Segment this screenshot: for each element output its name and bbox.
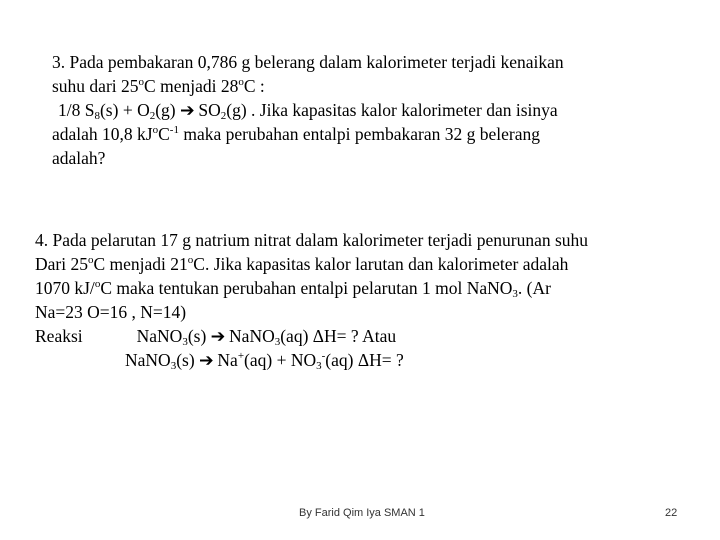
page-number: 22 — [665, 507, 678, 519]
question-3 — [52, 50, 564, 170]
q3-text: C : — [243, 76, 265, 96]
q4-text: 4. Pada pelarutan 17 g natrium nitrat dalam kalorimeter terjadi penurunan suhu — [35, 230, 589, 250]
subscript: 3 — [170, 360, 177, 372]
q3-text: (g) . Jika kapasitas kalor kalorimeter dan isinya — [226, 100, 558, 120]
reaction-arrow-icon: ➔ — [210, 326, 226, 346]
superscript: + — [237, 350, 245, 362]
q4-line-3 — [35, 276, 588, 300]
degree-symbol: o — [238, 76, 244, 88]
q4-text: C menjadi 21 — [93, 254, 188, 274]
q4-line-4 — [35, 300, 588, 324]
q3-text: adalah 10,8 kJ — [52, 124, 153, 144]
superscript: -1 — [169, 124, 179, 136]
degree-symbol: o — [187, 254, 194, 266]
degree-symbol: o — [87, 254, 94, 266]
q4-text: 1070 kJ/ — [35, 278, 95, 298]
subscript: 2 — [220, 110, 227, 122]
subscript: 3 — [182, 336, 188, 348]
q4-text: (aq) ΔH= ? Atau — [280, 326, 397, 346]
q3-text: (s) + O — [99, 100, 150, 120]
footer-credit: By Farid Qim Iya SMAN 1 — [299, 507, 425, 519]
q3-text: SO — [194, 100, 221, 120]
q4-line-1 — [35, 228, 588, 252]
q3-line-1 — [52, 50, 564, 74]
q4-text: NaNO — [125, 350, 171, 370]
q4-text: Na=23 O=16 , N=14) — [35, 302, 187, 322]
degree-symbol: o — [152, 124, 159, 136]
q3-text: 3. Pada pembakaran 0,786 g belerang dalam kalorimeter terjadi kenaikan — [52, 52, 564, 72]
reaction-label: Reaksi — [35, 326, 83, 346]
q4-text: C. Jika kapasitas kalor larutan dan kalorimeter adalah — [193, 254, 569, 274]
q4-text: . (Ar — [517, 278, 551, 298]
q4-line-2 — [35, 252, 588, 276]
reaction-arrow-icon: ➔ — [199, 350, 214, 370]
superscript: - — [321, 350, 326, 362]
q3-text: C menjadi 28 — [144, 76, 239, 96]
q4-text: (aq) ΔH= ? — [325, 350, 404, 370]
q3-text: (g) — [155, 100, 180, 120]
q4-text: Na — [213, 350, 238, 370]
q4-reaction-1 — [35, 324, 588, 348]
subscript: 3 — [512, 288, 518, 300]
subscript: 3 — [274, 336, 281, 348]
subscript: 3 — [316, 360, 322, 372]
q4-text: Dari 25 — [35, 254, 88, 274]
q4-text: C maka tentukan perubahan entalpi pelarutan 1 mol NaNO — [100, 278, 513, 298]
q4-text: (aq) + NO — [244, 350, 317, 370]
degree-symbol: o — [138, 76, 145, 88]
q3-text: suhu dari 25 — [52, 76, 139, 96]
question-4 — [35, 228, 588, 372]
q4-text: NaNO — [224, 326, 275, 346]
q3-text: 1/8 S — [58, 100, 95, 120]
subscript: 8 — [94, 110, 100, 122]
q3-line-2 — [52, 74, 564, 98]
q4-text: NaNO — [136, 326, 183, 346]
q4-text: (s) — [187, 326, 211, 346]
q4-text: (s) — [176, 350, 200, 370]
q4-reaction-2 — [35, 348, 588, 372]
subscript: 2 — [149, 110, 156, 122]
degree-symbol: o — [94, 278, 101, 290]
q3-text: maka perubahan entalpi pembakaran 32 g belerang — [178, 124, 540, 144]
q3-text: adalah? — [52, 148, 106, 168]
q3-line-3-equation — [52, 98, 564, 122]
q3-line-5 — [52, 146, 564, 170]
reaction-arrow-icon: ➔ — [180, 100, 195, 120]
q3-text: C — [158, 124, 170, 144]
q3-line-4 — [52, 122, 564, 146]
